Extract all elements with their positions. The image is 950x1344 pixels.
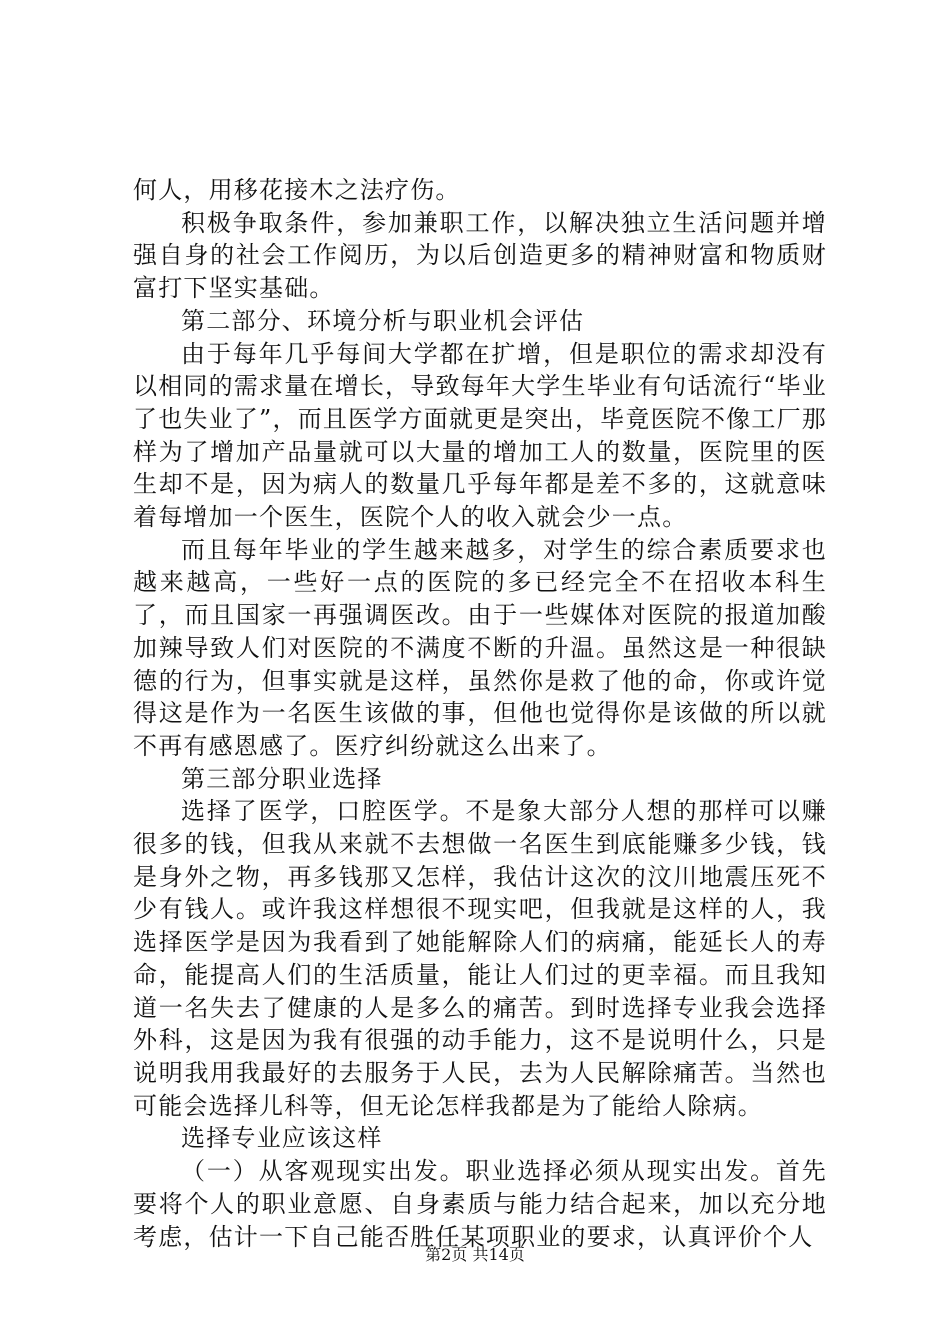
- total-label-prefix: 共: [472, 1245, 489, 1264]
- section-heading-choose-major: 选择专业应该这样: [181, 1124, 383, 1153]
- total-label-suffix: 页: [508, 1245, 525, 1264]
- paragraph-career-choice: 选择了医学，口腔医学。不是象大部分人想的那样可以赚很多的钱，但我从来就不去想做一名医生到底能赚多少钱，钱是身外之物，再多钱那又怎样，我估计这次的汶川地震压死不少有钱人。或许我这样想很不现实吧，但我就是这样的人，我选择医学是因为我看到了她能解除人们的病痛，能延长人的寿命，能提高人们的生活质量，能让人们过的更幸福。而且我知道一名失去了健康的人是多么的痛苦。到时选择专业我会选择外科，这是因为我有很强的动手能力，这不是说明什么，只是说明我用我最好的去服务于人民，去为人民解除痛苦。当然也可能会选择儿科等，但无论怎样我都是为了能给人除病。: [133, 797, 827, 1120]
- section-heading-part-two: 第二部分、环境分析与职业机会评估: [181, 306, 585, 335]
- document-body: [133, 174, 827, 1253]
- paragraph-continuation: 何人，用移花接木之法疗伤。: [133, 176, 461, 204]
- section-heading-part-three: 第三部分职业选择: [181, 764, 383, 793]
- page-footer: [0, 1242, 950, 1265]
- paragraph-graduates: 而且每年毕业的学生越来越多，对学生的综合素质要求也越来越高，一些好一点的医院的多已经完全不在招收本科生了，而且国家一再强调医改。由于一些媒体对医院的报道加酸加辣导致人们对医院的不满度不断的升温。虽然这是一种很缺德的行为，但事实就是这样，虽然你是救了他的命，你或许觉得这是作为一名医生该做的事，但他也觉得你是该做的所以就不再有感恩感了。医疗纠纷就这么出来了。: [133, 535, 827, 760]
- page-label-prefix: 第: [425, 1245, 442, 1264]
- paragraph-part-time-work: 积极争取条件，参加兼职工作，以解决独立生活问题并增强自身的社会工作阅历，为以后创造更多的精神财富和物质财富打下坚实基础。: [133, 208, 827, 303]
- current-page-number: 2: [441, 1245, 452, 1264]
- paragraph-objective-reality: （一）从客观现实出发。职业选择必须从现实出发。首先要将个人的职业意愿、自身素质与能力结合起来，加以充分地考虑，估计一下自己能否胜任某项职业的要求，认真评价个人: [133, 1157, 827, 1251]
- paragraph-job-market: 由于每年几乎每间大学都在扩增，但是职位的需求却没有以相同的需求量在增长，导致每年大学生毕业有句话流行“毕业了也失业了”，而且医学方面就更是突出，毕竟医院不像工厂那样为了增加产品量就可以大量的增加工人的数量，医院里的医生却不是，因为病人的数量几乎每年都是差不多的，这就意味着每增加一个医生，医院个人的收入就会少一点。: [133, 339, 827, 532]
- page-label-suffix: 页: [451, 1245, 468, 1264]
- total-pages-number: 14: [488, 1245, 509, 1264]
